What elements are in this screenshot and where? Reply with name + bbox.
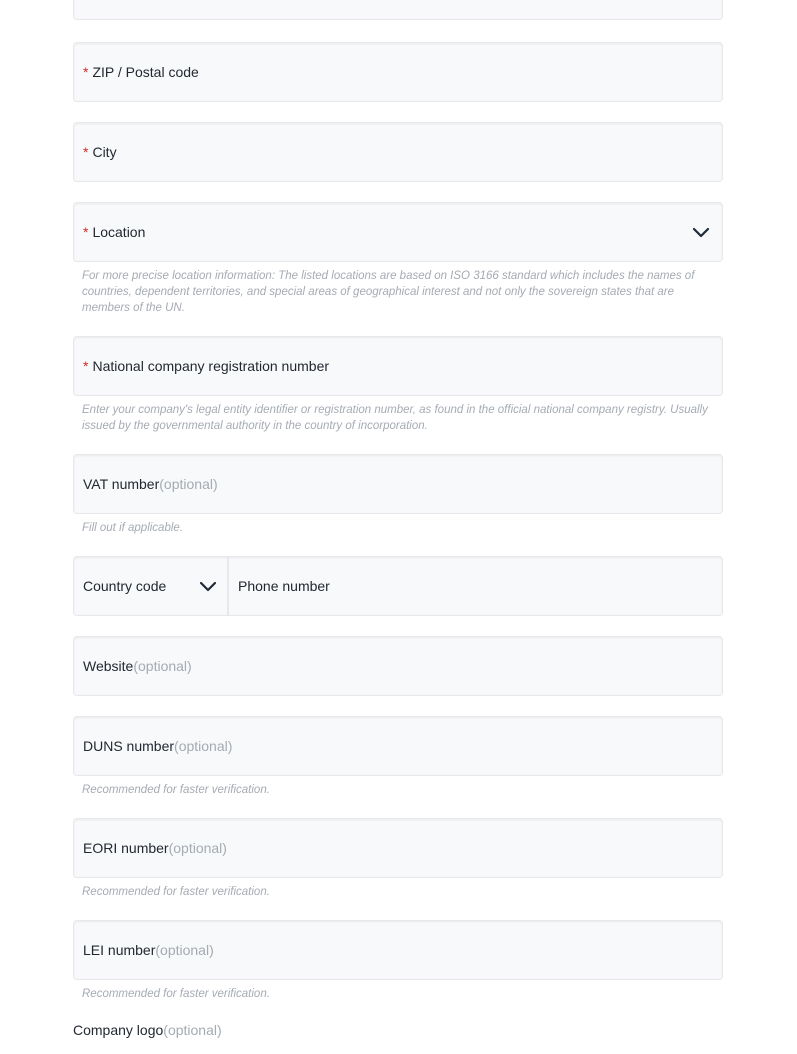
city-field[interactable] — [73, 122, 723, 182]
vat-number-field[interactable] — [73, 454, 723, 514]
required-mark: * — [83, 64, 89, 80]
optional-tag: (optional) — [168, 840, 227, 856]
registration-hint: Enter your company's legal entity identifier or registration number, as found in the official national company registry. Usually issued by the governmental authority in the country of incorporation. — [82, 404, 708, 432]
location-select[interactable] — [73, 202, 723, 262]
optional-tag: (optional) — [163, 1022, 222, 1038]
eori-hint: Recommended for faster verification. — [82, 886, 270, 898]
required-mark: * — [83, 358, 89, 374]
location-hint: For more precise location information: The listed locations are based on ISO 3166 standard which includes the names of countries, dependent territories, and special areas of geographical interest and not only the sovereign states that are members of the UN. — [82, 270, 695, 314]
registration-number-field[interactable] — [73, 336, 723, 396]
optional-tag: (optional) — [174, 738, 233, 754]
phone-number-input[interactable] — [229, 557, 722, 615]
vat-hint: Fill out if applicable. — [82, 522, 183, 534]
company-logo-label: Company logo(optional) — [73, 1022, 222, 1038]
chevron-down-icon[interactable] — [199, 580, 217, 592]
country-code-label: Country code — [83, 578, 167, 594]
lei-number-label: LEI number(optional) — [83, 942, 214, 958]
lei-hint: Recommended for faster verification. — [82, 988, 270, 1000]
eori-number-field[interactable] — [73, 818, 723, 878]
chevron-down-icon[interactable] — [692, 226, 710, 238]
required-mark: * — [83, 144, 89, 160]
previous-field[interactable] — [73, 0, 723, 20]
website-label: Website(optional) — [83, 658, 192, 674]
zip-postal-code-label: * ZIP / Postal code — [83, 64, 199, 80]
phone-number-label: Phone number — [238, 578, 330, 594]
country-code-select[interactable] — [74, 557, 229, 615]
duns-number-field[interactable] — [73, 716, 723, 776]
phone-field — [73, 556, 723, 616]
optional-tag: (optional) — [159, 476, 218, 492]
vat-number-label: VAT number(optional) — [83, 476, 218, 492]
city-label: * City — [83, 144, 117, 160]
registration-number-label: * National company registration number — [83, 358, 330, 374]
lei-number-field[interactable] — [73, 920, 723, 980]
optional-tag: (optional) — [155, 942, 214, 958]
duns-number-label: DUNS number(optional) — [83, 738, 233, 754]
location-label: * Location — [83, 224, 146, 240]
duns-hint: Recommended for faster verification. — [82, 784, 270, 796]
required-mark: * — [83, 224, 89, 240]
website-field[interactable] — [73, 636, 723, 696]
zip-postal-code-field[interactable] — [73, 42, 723, 102]
eori-number-label: EORI number(optional) — [83, 840, 227, 856]
optional-tag: (optional) — [133, 658, 192, 674]
